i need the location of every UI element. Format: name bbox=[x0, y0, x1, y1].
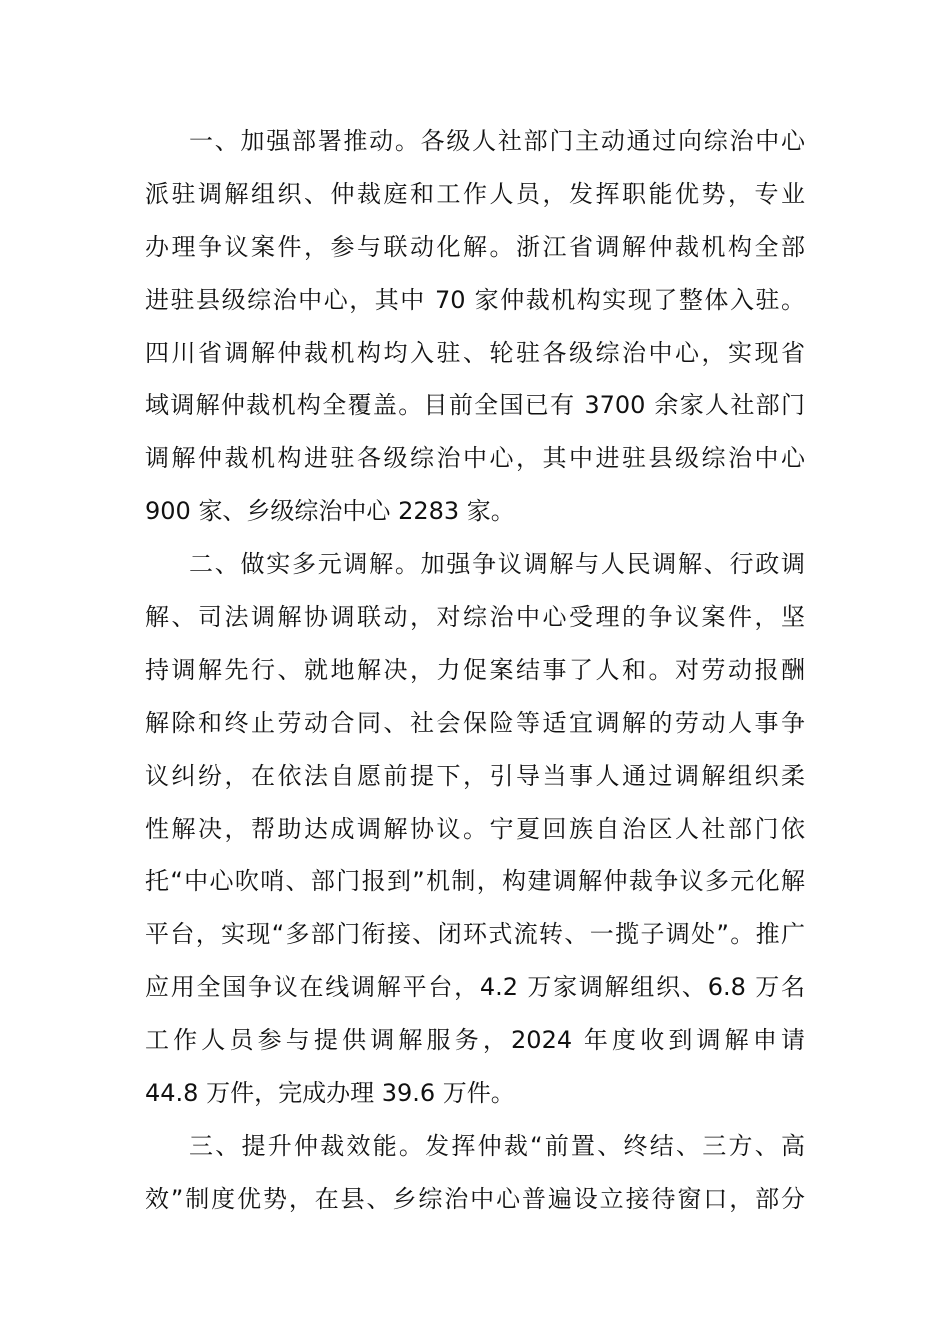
paragraph-line: 性解决，帮助达成调解协议。宁夏回族自治区人社部门依 bbox=[145, 814, 805, 843]
paragraph-line: 调解仲裁机构进驻各级综治中心，其中进驻县级综治中心 bbox=[145, 444, 805, 473]
paragraph-line: 持调解先行、就地解决，力促案结事了人和。对劳动报酬 bbox=[145, 655, 805, 684]
paragraph-line: 二、做实多元调解。加强争议调解与人民调解、行政调 bbox=[189, 550, 805, 579]
paragraph-line: 三、提升仲裁效能。发挥仲裁“前置、终结、三方、高 bbox=[189, 1131, 805, 1160]
paragraph-arbitration bbox=[145, 1120, 805, 1226]
paragraph-line: 解、司法调解协调联动，对综治中心受理的争议案件，坚 bbox=[145, 603, 805, 632]
paragraph-line: 办理争议案件，参与联动化解。浙江省调解仲裁机构全部 bbox=[145, 232, 805, 261]
paragraph-line: 解除和终止劳动合同、社会保险等适宜调解的劳动人事争 bbox=[145, 708, 805, 737]
paragraph-line: 派驻调解组织、仲裁庭和工作人员，发挥职能优势，专业 bbox=[145, 179, 805, 208]
paragraph-mediation bbox=[145, 538, 805, 1120]
paragraph-line: 44.8 万件，完成办理 39.6 万件。 bbox=[145, 1079, 515, 1108]
document-body bbox=[145, 115, 805, 1226]
paragraph-line: 工作人员参与提供调解服务，2024 年度收到调解申请 bbox=[145, 1026, 805, 1055]
paragraph-line: 一、加强部署推动。各级人社部门主动通过向综治中心 bbox=[189, 127, 805, 155]
paragraph-line: 议纠纷，在依法自愿前提下，引导当事人通过调解组织柔 bbox=[145, 761, 805, 790]
paragraph-deployment bbox=[145, 115, 805, 538]
paragraph-line: 域调解仲裁机构全覆盖。目前全国已有 3700 余家人社部门 bbox=[145, 391, 805, 420]
paragraph-line: 进驻县级综治中心，其中 70 家仲裁机构实现了整体入驻。 bbox=[145, 285, 805, 314]
paragraph-line: 效”制度优势，在县、乡综治中心普遍设立接待窗口，部分 bbox=[145, 1184, 805, 1213]
paragraph-line: 应用全国争议在线调解平台，4.2 万家调解组织、6.8 万名 bbox=[145, 973, 805, 1002]
paragraph-line: 托“中心吹哨、部门报到”机制，构建调解仲裁争议多元化解 bbox=[145, 867, 805, 896]
paragraph-line: 四川省调解仲裁机构均入驻、轮驻各级综治中心，实现省 bbox=[145, 338, 805, 367]
paragraph-line: 900 家、乡级综治中心 2283 家。 bbox=[145, 497, 515, 526]
paragraph-line: 平台，实现“多部门衔接、闭环式流转、一揽子调处”。推广 bbox=[145, 920, 805, 949]
